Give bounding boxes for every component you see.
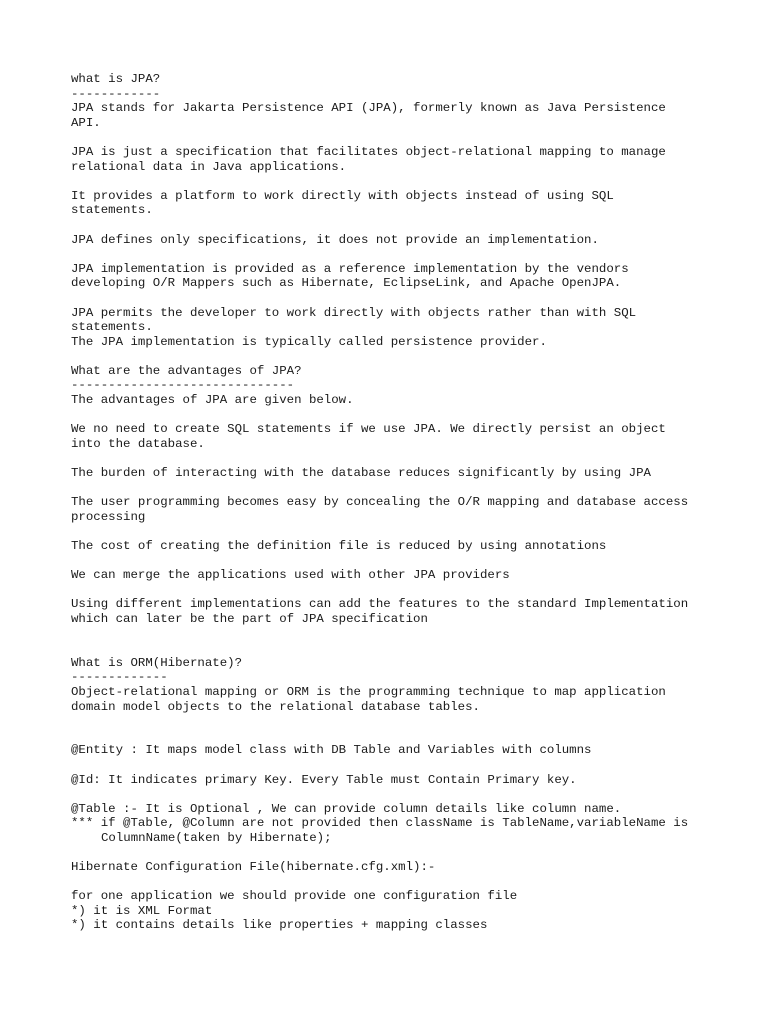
text-line: which can later be the part of JPA specification: [71, 611, 428, 626]
heading-what-is-jpa: what is JPA?: [71, 72, 161, 86]
text-line: JPA permits the developer to work directly with objects rather than with SQL: [71, 305, 637, 320]
blank-line: [71, 554, 731, 569]
text-line: It provides a platform to work directly with objects instead of using SQL: [71, 188, 614, 203]
text-line: API.: [71, 115, 101, 130]
text-line: JPA is just a specification that facilitates object-relational mapping to manage: [71, 144, 666, 159]
blank-line: [71, 349, 731, 364]
annotation-table: @Table :- It is Optional , We can provide column details like column name.: [71, 801, 622, 816]
blank-line: [71, 845, 731, 860]
heading-hibernate-config: Hibernate Configuration File(hibernate.cfg.xml):-: [71, 860, 436, 875]
text-line: Object-relational mapping or ORM is the programming technique to map application: [71, 684, 666, 699]
blank-line: [71, 787, 731, 802]
blank-line: [71, 291, 731, 306]
text-line: The cost of creating the definition file is reduced by using annotations: [71, 539, 607, 553]
heading-underline: -------------: [71, 670, 168, 685]
text-line: into the database.: [71, 436, 205, 451]
heading-underline: ------------: [71, 86, 161, 101]
text-line: Using different implementations can add the features to the standard Implementation: [71, 597, 689, 612]
text-line: The burden of interacting with the database reduces significantly by using JPA: [71, 466, 651, 481]
blank-line: [71, 714, 731, 729]
annotation-id: @Id: It indicates primary Key. Every Table must Contain Primary key.: [71, 772, 577, 787]
text-line: developing O/R Mappers such as Hibernate, EclipseLink, and Apache OpenJPA.: [71, 276, 622, 291]
blank-line: [71, 247, 731, 262]
blank-line: [71, 641, 731, 656]
text-line: JPA defines only specifications, it does not provide an implementation.: [71, 232, 599, 247]
text-line: The advantages of JPA are given below.: [71, 393, 354, 408]
text-line: statements.: [71, 320, 153, 335]
text-line: JPA stands for Jakarta Persistence API (JPA), formerly known as Java Persistence: [71, 101, 666, 116]
blank-line: [71, 875, 731, 890]
text-line: The JPA implementation is typically called persistence provider.: [71, 334, 547, 349]
text-line: The user programming becomes easy by concealing the O/R mapping and database access: [71, 495, 689, 510]
heading-advantages-of-jpa: What are the advantages of JPA?: [71, 363, 302, 378]
text-line: *** if @Table, @Column are not provided then className is TableName,variableName is: [71, 816, 689, 831]
document-page: [71, 72, 731, 933]
text-line: processing: [71, 509, 146, 524]
blank-line: [71, 524, 731, 539]
text-line: relational data in Java applications.: [71, 159, 347, 174]
text-line-indented: ColumnName(taken by Hibernate);: [101, 830, 332, 845]
text-line: We can merge the applications used with other JPA providers: [71, 568, 510, 583]
bullet-line: *) it contains details like properties + mapping classes: [71, 918, 488, 933]
blank-line: [71, 627, 731, 642]
blank-line: [71, 729, 731, 744]
blank-line: [71, 218, 731, 233]
text-line: domain model objects to the relational database tables.: [71, 699, 480, 714]
blank-line: [71, 174, 731, 189]
text-line: JPA implementation is provided as a reference implementation by the vendors: [71, 261, 629, 276]
heading-underline: ------------------------------: [71, 378, 295, 393]
heading-what-is-orm: What is ORM(Hibernate)?: [71, 655, 243, 670]
annotation-entity: @Entity : It maps model class with DB Table and Variables with columns: [71, 743, 592, 758]
text-line: statements.: [71, 203, 153, 218]
text-line: for one application we should provide one configuration file: [71, 889, 518, 904]
blank-line: [71, 408, 731, 423]
bullet-line: *) it is XML Format: [71, 903, 213, 918]
blank-line: [71, 758, 731, 773]
text-line: We no need to create SQL statements if we use JPA. We directly persist an object: [71, 422, 666, 437]
blank-line: [71, 481, 731, 496]
blank-line: [71, 130, 731, 145]
blank-line: [71, 451, 731, 466]
blank-line: [71, 583, 731, 598]
